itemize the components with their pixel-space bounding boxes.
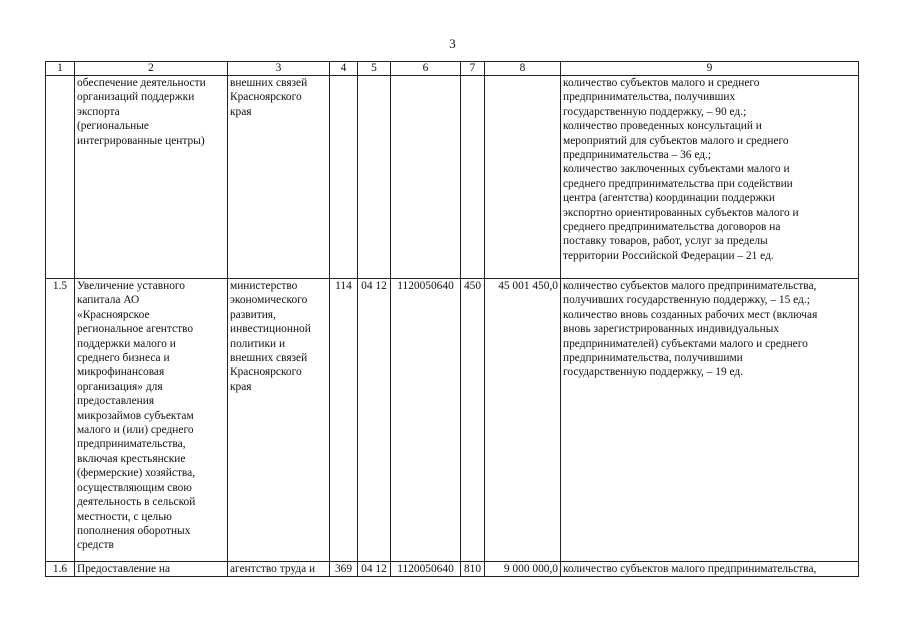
executor-cell: агентство труда и [228,562,330,577]
target-article-cell: 1120050640 [391,562,461,577]
section-cell: 04 12 [358,562,391,577]
result-cell: количество субъектов малого предпринимательства, [561,562,859,577]
table-header-row [46,62,859,76]
amount-cell [485,76,561,279]
column-header: 5 [358,62,391,76]
program-measures-table [45,61,859,577]
measure-name-cell: Увеличение уставного капитала АО «Красноярское региональное агентство поддержки малого и среднего бизнеса и микрофинансовая организация» для предоставления микрозаймов субъектам малого и (или) среднего предпринимательства, включая крестьянские (фермерские) хозяйства, осуществляющим свою деятельность в сельской местности, с целью пополнения оборотных средств [75,279,228,562]
result-cell: количество субъектов малого и среднего предпринимательства, получивших государственную поддержку, – 90 ед.; количество проведенных консультаций и мероприятий для субъектов малого и среднего предпринимательства – 36 ед.; количество заключенных субъектами малого и среднего предпринимательства при содействии центра (агентства) координации поддержки экспортно ориентированных субъектов малого и среднего предпринимательства договоров на поставку товаров, работ, услуг за пределы территории Российской Федерации – 21 ед. [561,76,859,279]
table-row [46,279,859,562]
measure-name-cell: обеспечение деятельности организаций поддержки экспорта (региональные интегрированные центры) [75,76,228,279]
column-header: 9 [561,62,859,76]
expense-type-cell: 810 [461,562,485,577]
table-row [46,562,859,577]
column-header: 3 [228,62,330,76]
item-number-cell [46,76,75,279]
column-header: 6 [391,62,461,76]
section-cell [358,76,391,279]
page-number: 3 [449,36,456,51]
column-header: 7 [461,62,485,76]
column-header: 2 [75,62,228,76]
column-header: 1 [46,62,75,76]
target-article-cell [391,76,461,279]
measure-name-cell: Предоставление на [75,562,228,577]
result-cell: количество субъектов малого предпринимательства, получивших государственную поддержку, – 15 ед.; количество вновь созданных рабочих мест (включая вновь зарегистрированных индивидуальных предпринимателей) субъектами малого и среднего предпринимательства, получившими государственную поддержку, – 19 ед. [561,279,859,562]
target-article-cell: 1120050640 [391,279,461,562]
item-number-cell: 1.5 [46,279,75,562]
column-header: 4 [330,62,358,76]
executor-cell: министерство экономического развития, инвестиционной политики и внешних связей Красноярского края [228,279,330,562]
expense-type-cell [461,76,485,279]
amount-cell: 9 000 000,0 [485,562,561,577]
code-cell: 114 [330,279,358,562]
expense-type-cell: 450 [461,279,485,562]
table-row [46,76,859,279]
code-cell [330,76,358,279]
executor-cell: внешних связей Красноярского края [228,76,330,279]
amount-cell: 45 001 450,0 [485,279,561,562]
item-number-cell: 1.6 [46,562,75,577]
code-cell: 369 [330,562,358,577]
section-cell: 04 12 [358,279,391,562]
column-header: 8 [485,62,561,76]
